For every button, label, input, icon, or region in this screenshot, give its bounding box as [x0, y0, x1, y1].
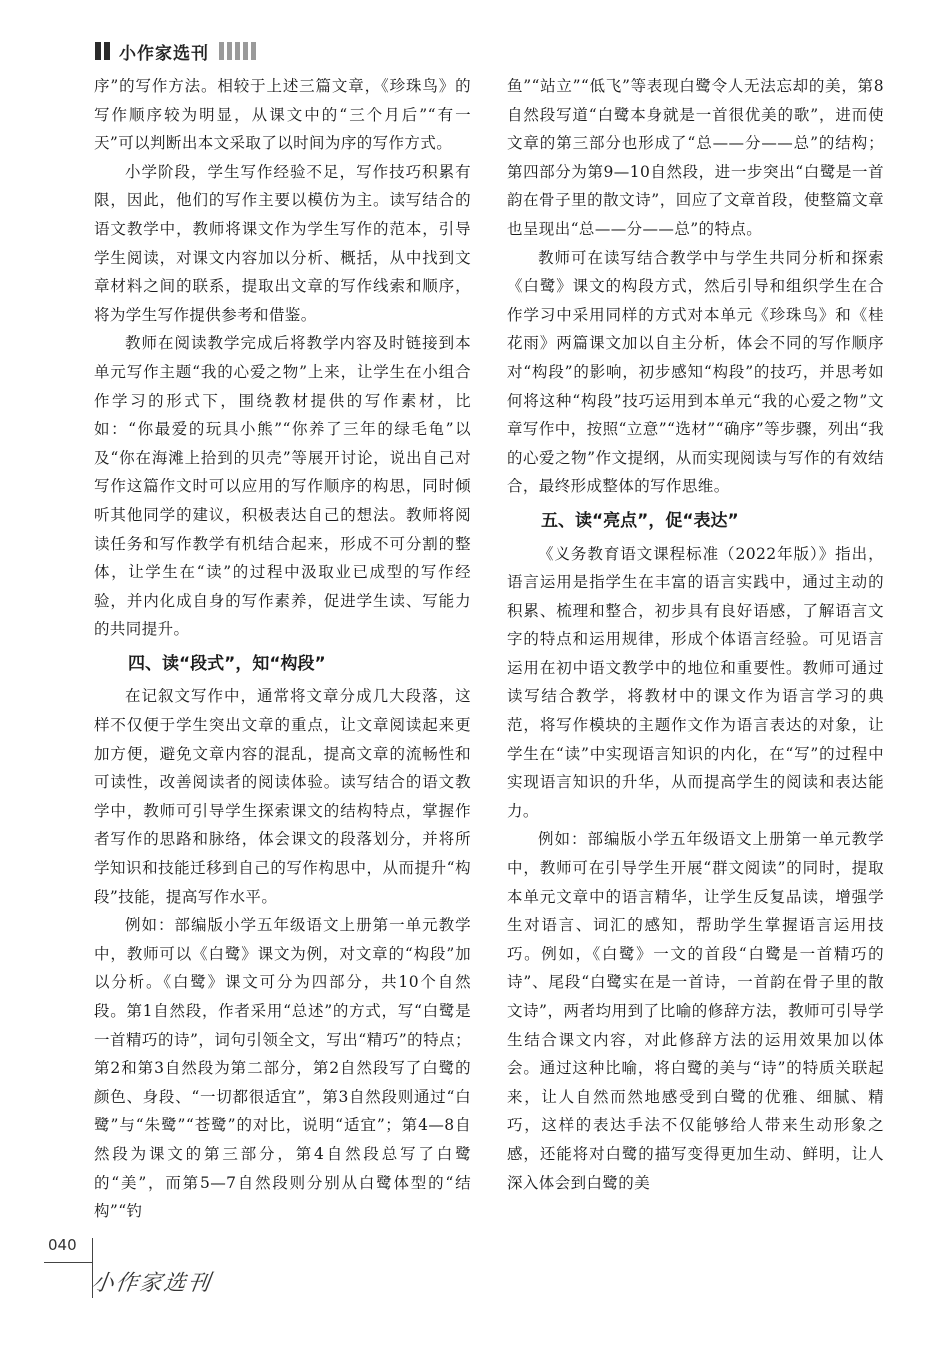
- paragraph: 教师可在读写结合教学中与学生共同分析和探索《白鹭》课文的构段方式，然后引导和组织学生在合作学习中采用同样的方式对本单元《珍珠鸟》和《桂花雨》两篇课文加以自主分析，体会不同的写作顺序对“构段”的影响，初步感知“构段”的技巧，并思考如何将这种“构段”技巧运用到本单元“我的心爱之物”文章写作中，按照“立意”“选材”“确序”等步骤，列出“我的心爱之物”作文提纲，从而实现阅读与写作的有效结合，最终形成整体的写作思维。: [507, 248, 884, 496]
- right-column: [507, 72, 884, 1197]
- footer-logo: 小作家选刊: [89, 1271, 214, 1296]
- header-bar-mark: [227, 42, 232, 60]
- header-bar-mark: [235, 42, 240, 60]
- header-bar-mark: [95, 42, 101, 60]
- footer-divider: [44, 1262, 92, 1263]
- header-bar-mark: [251, 42, 256, 60]
- paragraph: 例如：部编版小学五年级语文上册第一单元教学中，教师可在引导学生开展“群文阅读”的同时，提取本单元文章中的语言精华，让学生反复品读，增强学生对语言、词汇的感知，帮助学生掌握语言运用技巧。例如，《白鹭》一文的首段“白鹭是一首精巧的诗”、尾段“白鹭实在是一首诗，一首韵在骨子里的散文诗”，两者均用到了比喻的修辞方法，教师可引导学生结合课文内容，对此修辞方法的运用效果加以体会。通过这种比喻，将白鹭的美与“诗”的特质关联起来，让人自然而然地感受到白鹭的优雅、细腻、精巧，这样的表达手法不仅能够给人带来生动形象之感，还能将对白鹭的描写变得更加生动、鲜明，让人深入体会到白鹭的美: [507, 830, 884, 1192]
- paragraph: 教师在阅读教学完成后将教学内容及时链接到本单元写作主题“我的心爱之物”上来，让学生在小组合作学习的形式下，围绕教材提供的写作素材，比如：“你最爱的玩具小熊”“你养了三年的绿毛龟”以及“你在海滩上拾到的贝壳”等展开讨论，说出自己对写作这篇作文时可以应用的写作顺序的构思，同时倾听其他同学的建议，积极表达自己的想法。教师将阅读任务和写作教学有机结合起来，形成不可分割的整体，让学生在“读”的过程中汲取业已成型的写作经验，并内化成自身的写作素养，促进学生读、写能力的共同提升。: [94, 334, 471, 639]
- journal-title: 小作家选刊: [119, 43, 209, 64]
- paragraph: 序”的写作方法。相较于上述三篇文章，《珍珠鸟》的写作顺序较为明显，从课文中的“三个月后”“有一天”可以判断出本文采取了以时间为序的写作方式。: [94, 77, 471, 153]
- paragraph: 小学阶段，学生写作经验不足，写作技巧积累有限，因此，他们的写作主要以模仿为主。读写结合的语文教学中，教师将课文作为学生写作的范本，引导学生阅读，对课文内容加以分析、概括，从中找到文章材料之间的联系，提取出文章的写作线索和顺序，将为学生写作提供参考和借鉴。: [94, 162, 471, 324]
- header-bar-mark: [243, 42, 248, 60]
- header-bar-mark: [104, 42, 110, 60]
- section-heading: 五、读“亮点”，促“表达”: [541, 510, 739, 531]
- left-column: [94, 72, 471, 1226]
- paragraph: 在记叙文写作中，通常将文章分成几大段落，这样不仅便于学生突出文章的重点，让文章阅读起来更加方便，避免文章内容的混乱，提高文章的流畅性和可读性，改善阅读者的阅读体验。读写结合的语文教学中，教师可引导学生探索课文的结构特点，掌握作者写作的思路和脉络，体会课文的段落划分，并将所学知识和技能迁移到自己的写作构思中，从而提升“构段”技能，提高写作水平。: [94, 687, 471, 906]
- paragraph: 鱼”“站立”“低飞”等表现白鹭令人无法忘却的美，第8自然段写道“白鹭本身就是一首很优美的歌”，进而使文章的第三部分也形成了“总——分——总”的结构；第四部分为第9—10自然段，进一步突出“白鹭是一首韵在骨子里的散文诗”，回应了文章首段，使整篇文章也呈现出“总——分——总”的特点。: [507, 77, 884, 238]
- page-number: 040: [48, 1236, 77, 1254]
- running-header: [95, 38, 259, 64]
- header-bar-mark: [219, 42, 224, 60]
- paragraph: 《义务教育语文课程标准（2022年版）》指出，语言运用是指学生在丰富的语言实践中，通过主动的积累、梳理和整合，初步具有良好语感，了解语言文字的特点和运用规律，形成个体语言经验。可见语言运用在初中语文教学中的地位和重要性。教师可通过读写结合教学，将教材中的课文作为语言学习的典范，将写作模块的主题作文作为语言表达的对象，让学生在“读”中实现语言知识的内化，在“写”的过程中实现语言知识的升华，从而提高学生的阅读和表达能力。: [507, 544, 884, 820]
- section-heading: 四、读“段式”，知“构段”: [128, 653, 326, 674]
- paragraph: 例如：部编版小学五年级语文上册第一单元教学中，教师可以《白鹭》课文为例，对文章的“构段”加以分析。《白鹭》课文可分为四部分，共10个自然段。第1自然段，作者采用“总述”的方式，写“白鹭是一首精巧的诗”，词句引领全文，写出“精巧”的特点；第2和第3自然段为第二部分，第2自然段写了白鹭的颜色、身段、“一切都很适宜”，第3自然段则通过“白鹭”与“朱鹭”“苍鹭”的对比，说明“适宜”；第4—8自然段为课文的第三部分，第4自然段总写了白鹭的“美”，而第5—7自然段则分别从白鹭体型的“结构”“钓: [94, 916, 471, 1221]
